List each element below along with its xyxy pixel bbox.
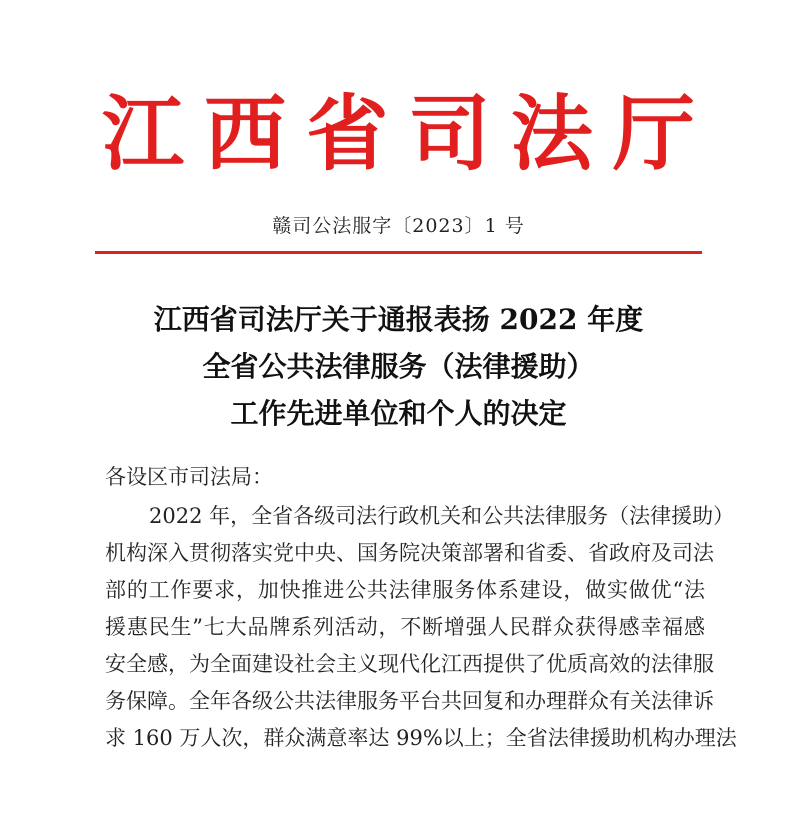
agency-char: 江 [101, 86, 184, 182]
agency-char: 西 [204, 86, 287, 182]
red-divider-line [95, 251, 702, 254]
agency-header [95, 84, 702, 184]
body-line: 务保障。全年各级公共法律服务平台共回复和办理群众有关法律诉 [105, 689, 714, 713]
body-line: 机构深入贯彻落实党中央、国务院决策部署和省委、省政府及司法 [105, 541, 714, 565]
body-paragraph [105, 498, 737, 757]
agency-char: 省 [306, 86, 389, 182]
body-line: 2022 年，全省各级司法行政机关和公共法律服务（法律援助） [149, 504, 735, 528]
body-line: 求 160 万人次，群众满意率达 99%以上；全省法律援助机构办理法 [105, 726, 737, 750]
body-line: 援惠民生”七大品牌系列活动，不断增强人民群众获得感幸福感 [105, 615, 705, 639]
title-line: 工作先进单位和个人的决定 [230, 397, 567, 430]
agency-char: 法 [510, 86, 593, 182]
agency-char: 厅 [612, 86, 695, 182]
agency-char: 司 [408, 86, 491, 182]
salutation: 各设区市司法局： [105, 465, 273, 489]
document-title [95, 296, 702, 437]
body-line: 部的工作要求，加快推进公共法律服务体系建设，做实做优“法 [105, 578, 705, 602]
body-line: 安全感，为全面建设社会主义现代化江西提供了优质高效的法律服 [105, 652, 714, 676]
document-number: 赣司公法服字〔2023〕1 号 [272, 215, 525, 237]
title-line: 全省公共法律服务（法律援助） [202, 350, 595, 383]
title-line: 江西省司法厅关于通报表扬 2022 年度 [153, 303, 644, 336]
